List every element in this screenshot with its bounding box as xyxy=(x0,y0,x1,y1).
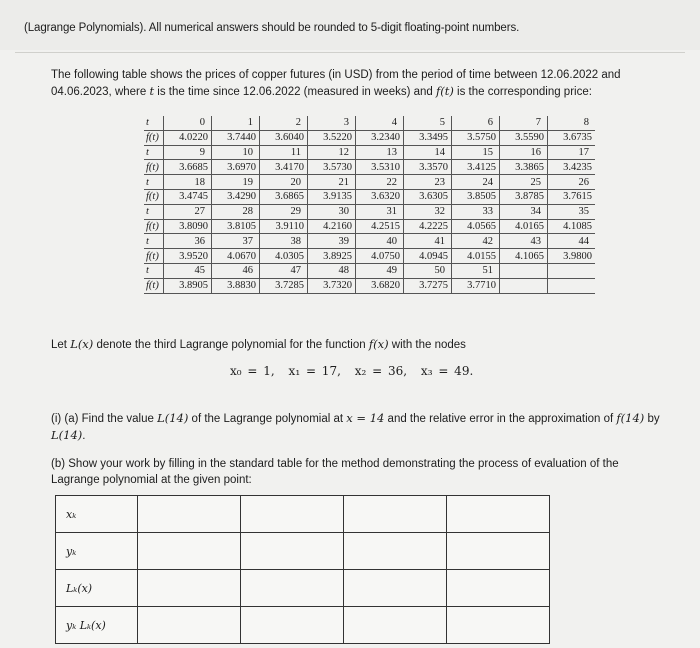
price-f-cell: 3.4745 xyxy=(164,189,212,204)
price-f-cell: 3.6970 xyxy=(212,160,260,175)
lagrange-text-a: Let xyxy=(51,339,71,351)
price-f-cell: 3.6305 xyxy=(404,189,452,204)
price-t-row xyxy=(144,175,595,190)
price-t-cell: 17 xyxy=(548,145,596,160)
price-t-row xyxy=(144,145,595,160)
price-f-cell: 4.0945 xyxy=(404,249,452,264)
qa-text-a: (i) (a) Find the value xyxy=(51,413,158,425)
work-label-yklk: yₖ Lₖ(x) xyxy=(56,607,138,644)
price-f-cell: 3.3570 xyxy=(404,160,452,175)
intro-text-b: is the time since 12.06.2022 (measured in weeks) and xyxy=(154,86,436,98)
price-f-cell: 3.6040 xyxy=(260,130,308,145)
price-f-cell: 3.4290 xyxy=(212,189,260,204)
price-t-label: t xyxy=(144,145,164,160)
work-cell[interactable] xyxy=(138,496,241,533)
price-t-row xyxy=(144,234,595,249)
price-f-cell: 3.3865 xyxy=(500,160,548,175)
price-t-cell: 51 xyxy=(452,263,500,278)
price-t-cell: 38 xyxy=(260,234,308,249)
price-t-cell: 16 xyxy=(500,145,548,160)
price-t-cell: 32 xyxy=(404,204,452,219)
price-f-cell: 3.6735 xyxy=(548,130,596,145)
lagrange-statement xyxy=(51,337,466,351)
price-f-cell: 4.0220 xyxy=(164,130,212,145)
price-t-cell: 25 xyxy=(500,175,548,190)
qa-text-d: by xyxy=(644,413,660,425)
price-f-cell: 3.9110 xyxy=(260,219,308,234)
work-cell[interactable] xyxy=(138,533,241,570)
price-f-cell: 4.0750 xyxy=(356,249,404,264)
price-f-label: f(t) xyxy=(144,130,164,145)
price-f-cell: 3.6685 xyxy=(164,160,212,175)
price-f-cell: 3.5590 xyxy=(500,130,548,145)
price-t-cell: 11 xyxy=(260,145,308,160)
price-f-cell: 3.9135 xyxy=(308,189,356,204)
price-t-cell: 31 xyxy=(356,204,404,219)
price-t-cell: 42 xyxy=(452,234,500,249)
work-cell[interactable] xyxy=(241,607,344,644)
page-title: (Lagrange Polynomials). All numerical answers should be rounded to 5-digit floating-point numbers. xyxy=(24,22,520,34)
divider xyxy=(15,52,685,53)
node-x3: x₃ = 49. xyxy=(420,364,474,378)
price-t-cell: 33 xyxy=(452,204,500,219)
price-f-label: f(t) xyxy=(144,160,164,175)
intro-text-a: The following table shows the prices of copper futures (in USD) from the period of time between 12.06.2022 and 04.06.2023, where xyxy=(51,69,621,98)
price-f-label: f(t) xyxy=(144,249,164,264)
price-t-cell: 5 xyxy=(404,116,452,130)
price-f-cell: 3.4235 xyxy=(548,160,596,175)
qa-text-c: and the relative error in the approximation of xyxy=(384,413,617,425)
work-label-lk: Lₖ(x) xyxy=(56,570,138,607)
price-t-cell: 22 xyxy=(356,175,404,190)
price-t-cell: 23 xyxy=(404,175,452,190)
intro-var-t: t xyxy=(149,84,155,98)
price-f-row xyxy=(144,130,595,145)
price-f-cell: 3.8505 xyxy=(452,189,500,204)
price-f-cell: 3.5730 xyxy=(308,160,356,175)
work-cell[interactable] xyxy=(344,570,447,607)
price-f-cell: 3.2340 xyxy=(356,130,404,145)
price-t-cell: 46 xyxy=(212,263,260,278)
price-t-row xyxy=(144,116,595,130)
price-f-cell: 3.8925 xyxy=(308,249,356,264)
qa-text-b: of the Lagrange polynomial at xyxy=(188,413,347,425)
lagrange-text-b: denote the third Lagrange polynomial for the function xyxy=(93,339,369,351)
price-f-cell: 4.2225 xyxy=(404,219,452,234)
price-t-cell: 18 xyxy=(164,175,212,190)
price-f-cell: 3.5310 xyxy=(356,160,404,175)
work-cell[interactable] xyxy=(344,607,447,644)
work-cell[interactable] xyxy=(241,570,344,607)
lagrange-text-c: with the nodes xyxy=(388,339,466,351)
price-f-cell: 3.8830 xyxy=(212,278,260,293)
price-f-cell: 3.8785 xyxy=(500,189,548,204)
price-t-label: t xyxy=(144,234,164,249)
price-f-cell: 3.5220 xyxy=(308,130,356,145)
price-f-row xyxy=(144,160,595,175)
price-t-cell: 49 xyxy=(356,263,404,278)
price-t-cell: 4 xyxy=(356,116,404,130)
price-f-cell: 3.7275 xyxy=(404,278,452,293)
price-t-row xyxy=(144,204,595,219)
price-f-row xyxy=(144,249,595,264)
lagrange-var-L: L(x) xyxy=(70,337,94,351)
work-cell[interactable] xyxy=(138,570,241,607)
work-cell[interactable] xyxy=(344,533,447,570)
price-t-cell: 15 xyxy=(452,145,500,160)
node-x0: x₀ = 1, xyxy=(230,364,275,378)
price-f-cell: 3.9800 xyxy=(548,249,596,264)
price-f-cell: 4.0670 xyxy=(212,249,260,264)
price-f-cell: 3.5750 xyxy=(452,130,500,145)
price-f-cell xyxy=(500,278,548,293)
price-t-cell: 26 xyxy=(548,175,596,190)
work-label-xk: xₖ xyxy=(56,496,138,533)
price-f-row xyxy=(144,278,595,293)
price-f-row xyxy=(144,219,595,234)
work-row-lk xyxy=(56,570,550,607)
work-table xyxy=(55,495,550,644)
price-f-cell: 3.4125 xyxy=(452,160,500,175)
price-f-cell: 3.8905 xyxy=(164,278,212,293)
price-t-cell: 19 xyxy=(212,175,260,190)
price-t-cell: 28 xyxy=(212,204,260,219)
work-row-yk xyxy=(56,533,550,570)
work-cell[interactable] xyxy=(447,570,550,607)
price-f-cell: 3.3495 xyxy=(404,130,452,145)
price-t-cell: 2 xyxy=(260,116,308,130)
work-cell[interactable] xyxy=(241,533,344,570)
price-f-cell: 4.0305 xyxy=(260,249,308,264)
price-f-cell: 4.1065 xyxy=(500,249,548,264)
price-t-cell: 44 xyxy=(548,234,596,249)
price-t-cell: 34 xyxy=(500,204,548,219)
price-f-cell: 3.7615 xyxy=(548,189,596,204)
price-f-cell: 3.7320 xyxy=(308,278,356,293)
qa-var-x: x = 14 xyxy=(346,411,385,425)
price-f-cell: 4.2515 xyxy=(356,219,404,234)
price-t-cell: 29 xyxy=(260,204,308,219)
price-t-label: t xyxy=(144,116,164,130)
qa-text-e: . xyxy=(82,430,86,442)
price-f-label: f(t) xyxy=(144,219,164,234)
price-f-cell: 4.1085 xyxy=(548,219,596,234)
price-f-cell: 4.0165 xyxy=(500,219,548,234)
node-x2: x₂ = 36, xyxy=(354,364,408,378)
price-t-cell: 10 xyxy=(212,145,260,160)
price-t-cell: 14 xyxy=(404,145,452,160)
node-x1: x₁ = 17, xyxy=(288,364,341,378)
price-f-cell: 3.8090 xyxy=(164,219,212,234)
price-t-cell: 1 xyxy=(212,116,260,130)
price-t-cell: 24 xyxy=(452,175,500,190)
price-f-cell: 3.4170 xyxy=(260,160,308,175)
price-f-cell: 3.7440 xyxy=(212,130,260,145)
price-t-cell: 13 xyxy=(356,145,404,160)
price-t-cell xyxy=(548,263,596,278)
question-a xyxy=(51,410,661,444)
price-t-cell: 12 xyxy=(308,145,356,160)
price-f-cell: 3.7710 xyxy=(452,278,500,293)
qa-var-f14: f(14) xyxy=(616,411,645,425)
price-t-cell: 40 xyxy=(356,234,404,249)
price-t-cell: 47 xyxy=(260,263,308,278)
price-f-cell: 4.0565 xyxy=(452,219,500,234)
question-b: (b) Show your work by filling in the standard table for the method demonstrating the process of evaluation of the Lagrange polynomial at the given point: xyxy=(51,458,619,486)
qa-var-L14b: L(14) xyxy=(51,428,83,442)
price-t-cell: 21 xyxy=(308,175,356,190)
price-f-cell xyxy=(548,278,596,293)
price-t-row xyxy=(144,263,595,278)
price-t-cell: 39 xyxy=(308,234,356,249)
qa-var-L14: L(14) xyxy=(157,411,189,425)
price-t-cell: 48 xyxy=(308,263,356,278)
price-f-cell: 3.8105 xyxy=(212,219,260,234)
price-t-cell: 0 xyxy=(164,116,212,130)
price-t-cell: 50 xyxy=(404,263,452,278)
intro-paragraph xyxy=(51,67,671,100)
price-t-cell: 43 xyxy=(500,234,548,249)
work-cell[interactable] xyxy=(447,533,550,570)
price-f-row xyxy=(144,189,595,204)
price-t-cell: 35 xyxy=(548,204,596,219)
price-t-cell: 37 xyxy=(212,234,260,249)
node-list xyxy=(230,364,481,378)
price-t-cell: 9 xyxy=(164,145,212,160)
price-t-cell: 27 xyxy=(164,204,212,219)
lagrange-var-f: f(x) xyxy=(368,337,389,351)
price-f-label: f(t) xyxy=(144,278,164,293)
work-label-yk: yₖ xyxy=(56,533,138,570)
price-t-label: t xyxy=(144,175,164,190)
work-cell[interactable] xyxy=(138,607,241,644)
price-t-cell xyxy=(500,263,548,278)
price-t-cell: 20 xyxy=(260,175,308,190)
price-f-cell: 3.6865 xyxy=(260,189,308,204)
price-t-cell: 3 xyxy=(308,116,356,130)
work-cell[interactable] xyxy=(447,607,550,644)
work-row-xk xyxy=(56,496,550,533)
price-t-cell: 7 xyxy=(500,116,548,130)
price-f-cell: 3.6820 xyxy=(356,278,404,293)
intro-var-ft: f(t) xyxy=(436,84,454,98)
price-t-cell: 6 xyxy=(452,116,500,130)
price-f-cell: 4.2160 xyxy=(308,219,356,234)
work-cell[interactable] xyxy=(447,496,550,533)
price-f-cell: 3.6320 xyxy=(356,189,404,204)
work-row-yklk xyxy=(56,607,550,644)
price-f-cell: 3.7285 xyxy=(260,278,308,293)
price-table xyxy=(144,116,595,294)
price-t-cell: 45 xyxy=(164,263,212,278)
price-t-label: t xyxy=(144,204,164,219)
work-cell[interactable] xyxy=(241,496,344,533)
price-t-label: t xyxy=(144,263,164,278)
price-t-cell: 36 xyxy=(164,234,212,249)
price-t-cell: 30 xyxy=(308,204,356,219)
work-cell[interactable] xyxy=(344,496,447,533)
price-f-label: f(t) xyxy=(144,189,164,204)
price-f-cell: 3.9520 xyxy=(164,249,212,264)
intro-text-c: is the corresponding price: xyxy=(453,86,592,98)
price-t-cell: 8 xyxy=(548,116,596,130)
price-f-cell: 4.0155 xyxy=(452,249,500,264)
price-t-cell: 41 xyxy=(404,234,452,249)
